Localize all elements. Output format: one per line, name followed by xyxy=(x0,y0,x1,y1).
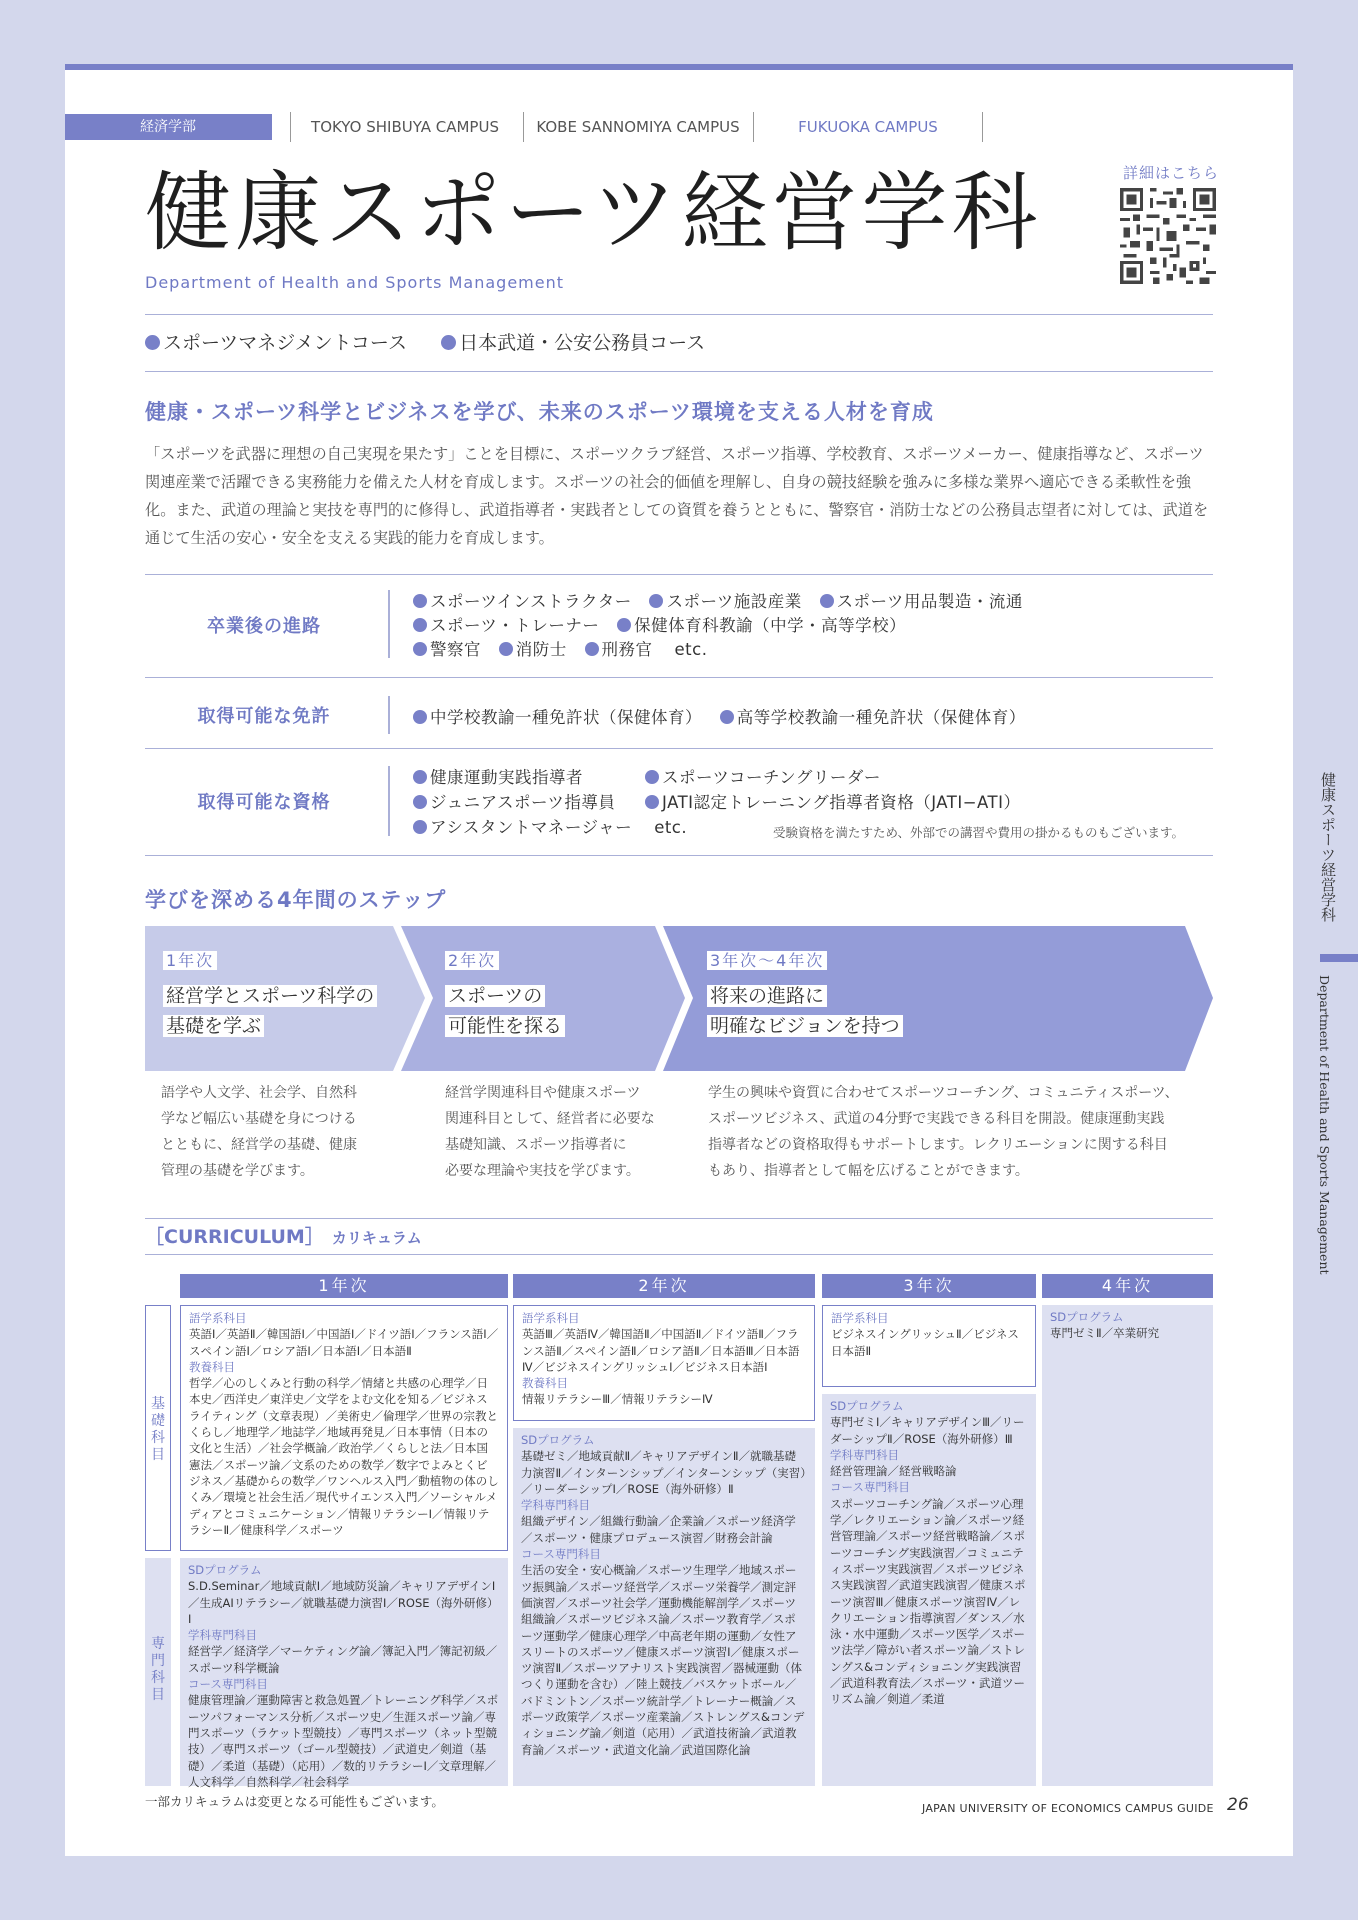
step-1-heading-1: 経営学とスポーツ科学の xyxy=(163,985,377,1007)
category-heading: 語学系科目 xyxy=(189,1311,247,1325)
lead-heading: 健康・スポーツ科学とビジネスを学び、未来のスポーツ環境を支える人材を育成 xyxy=(145,400,934,424)
divider xyxy=(145,314,1213,315)
subject-list: 経営学／経済学／マーケティング論／簿記入門／簿記初級／スポーツ科学概論 xyxy=(188,1644,498,1675)
steps-heading: 学びを深める4年間のステップ xyxy=(145,888,447,912)
subject-list: ビジネスイングリッシュⅡ／ビジネス日本語Ⅱ xyxy=(831,1327,1019,1358)
campus-divider xyxy=(982,112,983,142)
faculty-tag: 経済学部 xyxy=(65,114,272,140)
bullet-dot-icon xyxy=(645,795,659,809)
page-number: 26 xyxy=(1227,1795,1249,1815)
category-heading: 語学系科目 xyxy=(831,1311,889,1325)
desc-line: 学など幅広い基礎を身につける xyxy=(161,1111,357,1127)
bullet-dot-icon xyxy=(585,642,599,656)
licenses-label: 取得可能な免許 xyxy=(197,706,331,727)
career-item: 警察官 xyxy=(430,640,481,659)
step-2-heading-2: 可能性を探る xyxy=(445,1015,565,1037)
category-heading: 学科専門科目 xyxy=(830,1447,899,1462)
bullet-dot-icon xyxy=(413,618,427,632)
divider xyxy=(145,1254,1213,1255)
qualifications-line-1 xyxy=(413,764,583,788)
side-tab-marker xyxy=(1320,954,1358,962)
license-item: 高等学校教諭一種免許状（保健体育） xyxy=(736,708,1026,727)
course-list xyxy=(145,328,705,355)
subject-list: 経営管理論／経営戦略論 xyxy=(830,1464,957,1479)
category-heading: SDプログラム xyxy=(521,1433,595,1447)
divider xyxy=(145,855,1213,856)
year-1-header: 1年次 xyxy=(180,1274,508,1298)
campus-tokyo[interactable]: TOKYO SHIBUYA CAMPUS xyxy=(311,118,499,136)
category-heading: SDプログラム xyxy=(830,1399,904,1413)
bullet-dot-icon xyxy=(649,594,663,608)
career-item: スポーツ施設産業 xyxy=(666,592,802,611)
bullet-dot-icon xyxy=(145,335,160,350)
qualifications-etc: etc. xyxy=(654,818,688,837)
category-heading: コース専門科目 xyxy=(188,1677,268,1692)
side-tab-title-en: Department of Health and Sports Management xyxy=(1317,975,1332,1275)
bullet-dot-icon xyxy=(720,710,734,724)
desc-line: 学生の興味や資質に合わせてスポーツコーチング、コミュニティスポーツ、 xyxy=(708,1085,1179,1101)
career-item: スポーツ・トレーナー xyxy=(430,616,600,635)
bullet-dot-icon xyxy=(413,642,427,656)
category-heading: 教養科目 xyxy=(189,1359,235,1374)
careers-line-3 xyxy=(413,636,707,660)
curriculum-title-en: ［CURRICULUM］ xyxy=(145,1226,324,1248)
career-item: 消防士 xyxy=(515,640,567,659)
qr-code-icon[interactable] xyxy=(1120,188,1216,284)
desc-line: 管理の基礎を学びます。 xyxy=(161,1163,314,1179)
subject-list: 生活の安全・安心概論／スポーツ生理学／地域スポーツ振興論／スポーツ経営学／スポーツ栄養学／測定評価演習／スポーツ社会学／運動機能解剖学／スポーツ組織論／スポーツビジネス論／スポーツ教育学／スポーツ運動学／健康心理学／中高老年期の運動／女性アスリートのスポーツ／健康スポーツ演習Ⅰ／健康スポーツ演習Ⅱ／スポーツアナリスト実践演習／器械運動（体つくり運動を含む）／陸上競技／バスケットボール／バドミントン／スポーツ統計学／トレーナー概論／スポーツ政策学／スポーツ産業論／ストレングス&コンディショニング論／剣道（応用）／武道技術論／武道教育論／スポーツ・武道文化論／武道国際化論 xyxy=(521,1563,805,1757)
desc-line: 指導者などの資格取得もサポートします。レクリエーションに関する科目 xyxy=(708,1137,1168,1153)
category-heading: コース専門科目 xyxy=(830,1480,910,1495)
category-heading: 学科専門科目 xyxy=(521,1498,590,1513)
side-tab-title-jp: 健康スポーツ経営学科 xyxy=(1319,772,1337,922)
divider xyxy=(145,677,1213,678)
detail-link-label[interactable]: 詳細はこちら xyxy=(1123,164,1220,182)
divider xyxy=(388,766,390,836)
subject-list: 哲学／心のしくみと行動の科学／情緒と共感の心理学／日本史／西洋史／東洋史／文学をよむ文化を知る／ビジネスライティング（文章表現）／美術史／倫理学／世界の宗教とくらし／地理学／地誌学／地域再発見／日本事情（日本の文化と生活）／社会学概論／政治学／くらしと法／日本国憲法／スポーツ論／文系のための数学／数字でよみとくビジネス／基礎からの数学／ワンヘルス入門／動植物の体のしくみ／環境と社会生活／現代サイエンス入門／ソーシャルメディアとコミュニケーション／情報リテラシーⅠ／情報リテラシーⅡ／健康科学／スポーツ xyxy=(189,1376,499,1537)
year-3-header: 3年次 xyxy=(822,1274,1036,1298)
subject-list: 専門ゼミⅠ／キャリアデザインⅢ／リーダーシップⅡ／ROSE（海外研修）Ⅲ xyxy=(830,1415,1025,1446)
divider xyxy=(145,371,1213,372)
bullet-dot-icon xyxy=(413,710,427,724)
step-2-year: 2年次 xyxy=(445,951,499,970)
category-heading: SDプログラム xyxy=(188,1563,262,1577)
bullet-dot-icon xyxy=(617,618,631,632)
bullet-dot-icon xyxy=(413,594,427,608)
career-item: 保健体育科教諭（中学・高等学校） xyxy=(634,616,907,635)
divider xyxy=(145,748,1213,749)
career-item: スポーツ用品製造・流通 xyxy=(836,592,1023,611)
y2-major-box xyxy=(513,1428,815,1786)
page-sheet xyxy=(65,64,1293,1856)
qualifications-line-3 xyxy=(413,814,687,838)
subject-list: 専門ゼミⅡ／卒業研究 xyxy=(1050,1326,1160,1341)
side-label-major-text: 専門科目 xyxy=(151,1636,165,1703)
qualifications-line-2b xyxy=(645,789,1021,813)
desc-line: もあり、指導者として幅を広げることができます。 xyxy=(708,1163,1029,1179)
careers-line-1 xyxy=(413,588,1023,612)
step-2-description xyxy=(445,1080,695,1184)
qualifications-note: 受験資格を満たすため、外部での講習や費用の掛かるものもございます。 xyxy=(773,825,1185,840)
desc-line: スポーツビジネス、武道の4分野で実践できる科目を開設。健康運動実践 xyxy=(708,1111,1165,1127)
qualification-item: 健康運動実践指導者 xyxy=(430,768,583,787)
curriculum-note: 一部カリキュラムは変更となる可能性もございます。 xyxy=(145,1794,444,1809)
campus-kobe[interactable]: KOBE SANNOMIYA CAMPUS xyxy=(536,118,740,136)
step-3-year: 3年次〜4年次 xyxy=(707,951,827,970)
bullet-dot-icon xyxy=(413,770,427,784)
divider xyxy=(388,696,390,734)
step-3-heading-2: 明確なビジョンを持つ xyxy=(707,1015,903,1037)
footer-guide-label: JAPAN UNIVERSITY OF ECONOMICS CAMPUS GUIDE xyxy=(922,1802,1214,1815)
step-3-box xyxy=(707,948,903,1041)
category-heading: 語学系科目 xyxy=(522,1311,580,1325)
divider xyxy=(388,590,390,658)
bullet-dot-icon xyxy=(441,335,456,350)
qualification-item: JATI認定トレーニング指導者資格（JATI−ATI） xyxy=(662,793,1021,812)
y3-basic-box xyxy=(822,1305,1036,1387)
qualification-item: アシスタントマネージャー xyxy=(430,818,633,837)
subject-list: スポーツコーチング論／スポーツ心理学／レクリエーション論／スポーツ経営管理論／スポーツ経営戦略論／スポーツコーチング実践演習／コミュニティスポーツ実践演習／スポーツビジネス実践演習／武道実践演習／健康スポーツ演習Ⅲ／健康スポーツ演習Ⅳ／レクリエーション指導演習／ダンス／水泳・水中運動／スポーツ医学／スポーツ法学／障がい者スポーツ論／ストレングス&コンディショニング実践演習／武道科教育法／スポーツ・武道ツーリズム論／剣道／柔道 xyxy=(830,1496,1026,1707)
course-budo-public-service: 日本武道・公安公務員コース xyxy=(459,332,706,354)
bullet-dot-icon xyxy=(413,820,427,834)
desc-line: 経営学関連科目や健康スポーツ xyxy=(445,1085,641,1101)
year-2-header: 2年次 xyxy=(513,1274,815,1298)
subject-list: 英語Ⅲ／英語Ⅳ／韓国語Ⅱ／中国語Ⅱ／ドイツ語Ⅱ／フランス語Ⅱ／スペイン語Ⅱ／ロシア語Ⅱ／日本語Ⅲ／日本語Ⅳ／ビジネスイングリッシュⅠ／ビジネス日本語Ⅰ xyxy=(522,1327,800,1374)
course-sports-management: スポーツマネジメントコース xyxy=(163,332,407,354)
step-3-heading-1: 将来の進路に xyxy=(707,985,827,1007)
qualifications-line-2 xyxy=(413,789,615,813)
step-1-heading-2: 基礎を学ぶ xyxy=(163,1015,264,1037)
divider xyxy=(145,1218,1213,1219)
step-1-box xyxy=(163,948,377,1041)
category-heading: 学科専門科目 xyxy=(188,1628,257,1643)
divider xyxy=(145,574,1213,575)
bullet-dot-icon xyxy=(413,795,427,809)
y1-basic-box xyxy=(180,1305,508,1551)
qualifications-line-1b xyxy=(645,764,881,788)
bullet-dot-icon xyxy=(820,594,834,608)
y3-major-box xyxy=(822,1394,1036,1786)
side-label-basic-text: 基礎科目 xyxy=(151,1396,165,1463)
side-label-basic xyxy=(145,1305,171,1551)
career-item: スポーツインストラクター xyxy=(430,592,632,611)
category-heading: 教養科目 xyxy=(522,1376,568,1391)
desc-line: 必要な理論や実技を学びます。 xyxy=(445,1163,640,1179)
category-heading: コース専門科目 xyxy=(521,1547,601,1562)
qualification-item: ジュニアスポーツ指導員 xyxy=(430,793,616,812)
category-heading: SDプログラム xyxy=(1050,1310,1124,1324)
curriculum-title-jp: カリキュラム xyxy=(331,1229,422,1247)
bullet-dot-icon xyxy=(645,770,659,784)
subject-list: 健康管理論／運動障害と救急処置／トレーニング科学／スポーツパフォーマンス分析／スポーツ史／生涯スポーツ論／専門スポーツ（ラケット型競技）／専門スポーツ（ネット型競技）／専門スポーツ（ゴール型競技）／武道史／剣道（基礎）／柔道（基礎）（応用）／数的リテラシーⅠ／文章理解／人文科学／自然科学／社会科学 xyxy=(188,1693,499,1789)
step-1-year: 1年次 xyxy=(163,951,217,970)
desc-line: 語学や人文学、社会学、自然科 xyxy=(161,1085,357,1101)
intro-paragraph: 「スポーツを武器に理想の自己実現を果たす」ことを目標に、スポーツクラブ経営、スポーツ指導、学校教育、スポーツメーカー、健康指導など、スポーツ関連産業で活躍できる実務能力を備えた人材を育成します。スポーツの社会的価値を理解し、自身の競技経験を強みに多様な業界へ適応できる柔軟性を強化。また、武道の理論と実技を専門的に修得し、武道指導者・実践者としての資質を養うとともに、警察官・消防士などの公務員志望者に対しては、武道を通じて生活の安心・安全を支える実践的能力を育成します。 xyxy=(145,445,1209,547)
careers-line-2 xyxy=(413,612,906,636)
desc-line: 基礎知識、スポーツ指導者に xyxy=(445,1137,627,1153)
desc-line: とともに、経営学の基礎、健康 xyxy=(161,1137,357,1153)
curriculum-heading xyxy=(145,1222,422,1249)
license-item: 中学校教諭一種免許状（保健体育） xyxy=(430,708,702,727)
step-2-heading-1: スポーツの xyxy=(445,985,545,1007)
step-1-description xyxy=(161,1080,411,1184)
licenses-line xyxy=(413,704,1026,728)
bullet-dot-icon xyxy=(499,642,513,656)
y1-major-box xyxy=(180,1558,508,1789)
subject-list: 英語Ⅰ／英語Ⅱ／韓国語Ⅰ／中国語Ⅰ／ドイツ語Ⅰ／フランス語Ⅰ／スペイン語Ⅰ／ロシア語Ⅰ／日本語Ⅰ／日本語Ⅱ xyxy=(189,1327,499,1358)
qualifications-label: 取得可能な資格 xyxy=(197,792,331,813)
year-4-header: 4年次 xyxy=(1042,1274,1213,1298)
subject-list: 情報リテラシーⅢ／情報リテラシーⅣ xyxy=(522,1392,713,1407)
side-label-major xyxy=(145,1558,171,1786)
step-2-box xyxy=(445,948,565,1041)
y2-basic-box xyxy=(513,1305,815,1421)
qualification-item: スポーツコーチングリーダー xyxy=(662,768,881,787)
desc-line: 関連科目として、経営者に必要な xyxy=(445,1111,655,1127)
page-subtitle: Department of Health and Sports Management xyxy=(145,273,564,292)
campus-fukuoka[interactable]: FUKUOKA CAMPUS xyxy=(798,118,938,136)
subject-list: S.D.Seminar／地域貢献Ⅰ／地域防災論／キャリアデザインⅠ／生成AIリテラシー／就職基礎力演習Ⅰ／ROSE（海外研修）Ⅰ xyxy=(188,1579,499,1626)
subject-list: 基礎ゼミ／地域貢献Ⅱ／キャリアデザインⅡ／就職基礎力演習Ⅱ／インターンシップ／インターンシップ（実習）／リーダーシップⅠ／ROSE（海外研修）Ⅱ xyxy=(521,1449,806,1496)
page-title: 健康スポーツ経営学科 xyxy=(145,163,1042,263)
careers-label: 卒業後の進路 xyxy=(207,616,321,637)
step-3-description xyxy=(708,1080,1208,1184)
subject-list: 組織デザイン／組織行動論／企業論／スポーツ経済学／スポーツ・健康プロデュース演習／財務会計論 xyxy=(521,1514,796,1545)
careers-etc: etc. xyxy=(674,640,708,659)
y4-box xyxy=(1042,1305,1213,1786)
career-item: 刑務官 xyxy=(601,640,653,659)
